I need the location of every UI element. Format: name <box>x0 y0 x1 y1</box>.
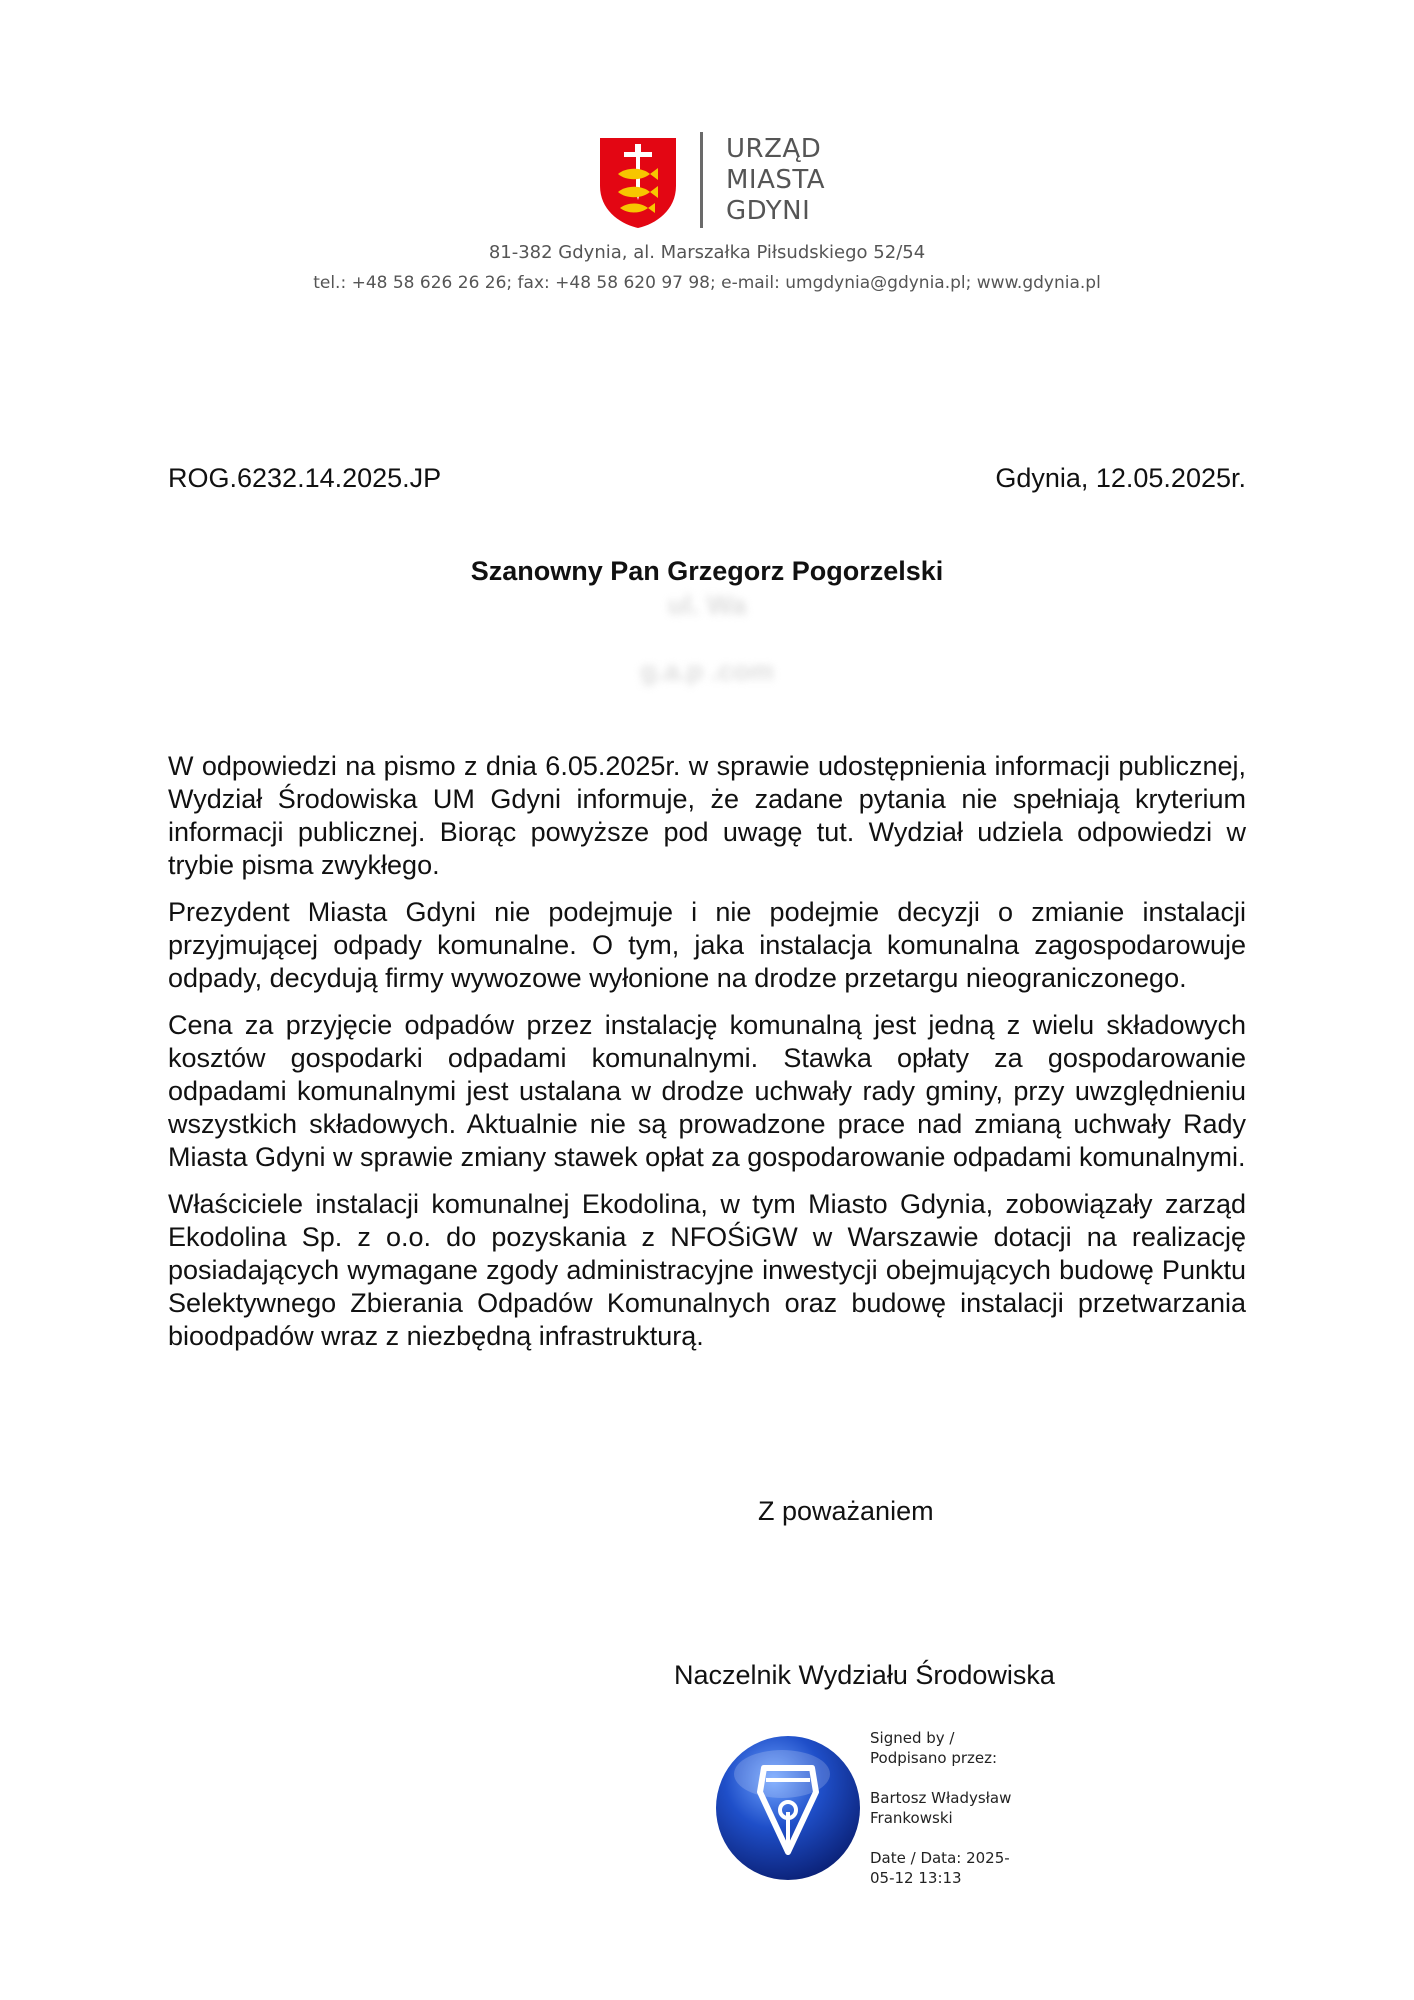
place-date: Gdynia, 12.05.2025r. <box>995 463 1246 493</box>
redacted-email: g.a.p .com <box>640 656 774 686</box>
reference-number: ROG.6232.14.2025.JP <box>168 463 442 493</box>
logo-line-1: URZĄD <box>726 134 822 164</box>
signed-by-label: Signed by / <box>870 1729 955 1747</box>
paragraph: Właściciele instalacji komunalnej Ekodolina, w tym Miasto Gdynia, zobowiązały zarząd Ekodolina Sp. z o.o. do pozyskania z NFOŚiGW w Warszawie dotacji na realizację posiadających wymagane zgody administracyjne inwestycji obejmujących budowę Punktu Selektywnego Zbierania Odpadów Komunalnych oraz budowę instalacji przetwarzania bioodpadów wraz z niezbędną infrastrukturą. <box>168 1189 1246 1351</box>
letterhead-logo <box>596 130 836 230</box>
logo-line-2: MIASTA <box>726 165 826 195</box>
signature-date: Date / Data: 2025- <box>870 1849 1010 1867</box>
signature-details <box>870 1728 1050 1888</box>
letter-body <box>168 750 1246 1367</box>
paragraph: Cena za przyjęcie odpadów przez instalację komunalną jest jedną z wielu składowych kosztów gospodarki odpadami komunalnymi. Stawka opłaty za gospodarowanie odpadami komunalnymi jest ustalana w drodze uchwały rady gminy, przy uwzględnieniu wszystkich składowych. Aktualnie nie są prowadzone prace nad zmianą uchwały Rady Miasta Gdyni w sprawie zmiany stawek opłat za gospodarowanie odpadami komunalnymi. <box>168 1010 1246 1172</box>
redacted-address: ul. Wa <box>667 590 747 620</box>
signed-by-label-pl: Podpisano przez: <box>870 1749 998 1767</box>
signatory-position: Naczelnik Wydziału Środowiska <box>674 1660 1055 1690</box>
office-address: 81-382 Gdynia, al. Marszałka Piłsudskiego 52/54 <box>488 242 926 263</box>
logo-wordmark <box>726 134 825 227</box>
paragraph: W odpowiedzi na pismo z dnia 6.05.2025r. w sprawie udostępnienia informacji publicznej, Wydział Środowiska UM Gdyni informuje, że zadane pytania nie spełniają kryterium informacji publicznej. Biorąc powyższe pod uwagę tut. Wydział udziela odpowiedzi w trybie pisma zwykłego. <box>168 751 1246 880</box>
fountain-pen-nib-icon <box>712 1732 864 1884</box>
addressee-name: Szanowny Pan Grzegorz Pogorzelski <box>470 556 944 586</box>
signer-surname: Frankowski <box>870 1809 953 1827</box>
logo-divider <box>700 132 703 228</box>
logo-line-3: GDYNI <box>726 196 811 226</box>
gdynia-crest-icon <box>596 134 680 230</box>
closing-salutation: Z poważaniem <box>758 1496 934 1526</box>
signer-name: Bartosz Władysław <box>870 1789 1012 1807</box>
paragraph: Prezydent Miasta Gdyni nie podejmuje i nie podejmie decyzji o zmianie instalacji przyjmującej odpady komunalne. O tym, jaka instalacja komunalna zagospodarowuje odpady, decydują firmy wywozowe wyłonione na drodze przetargu nieograniczonego. <box>168 897 1246 993</box>
office-contact: tel.: +48 58 626 26 26; fax: +48 58 620 97 98; e-mail: umgdynia@gdynia.pl; www.gdynia.pl <box>313 273 1101 293</box>
signature-time: 05-12 13:13 <box>870 1869 962 1887</box>
